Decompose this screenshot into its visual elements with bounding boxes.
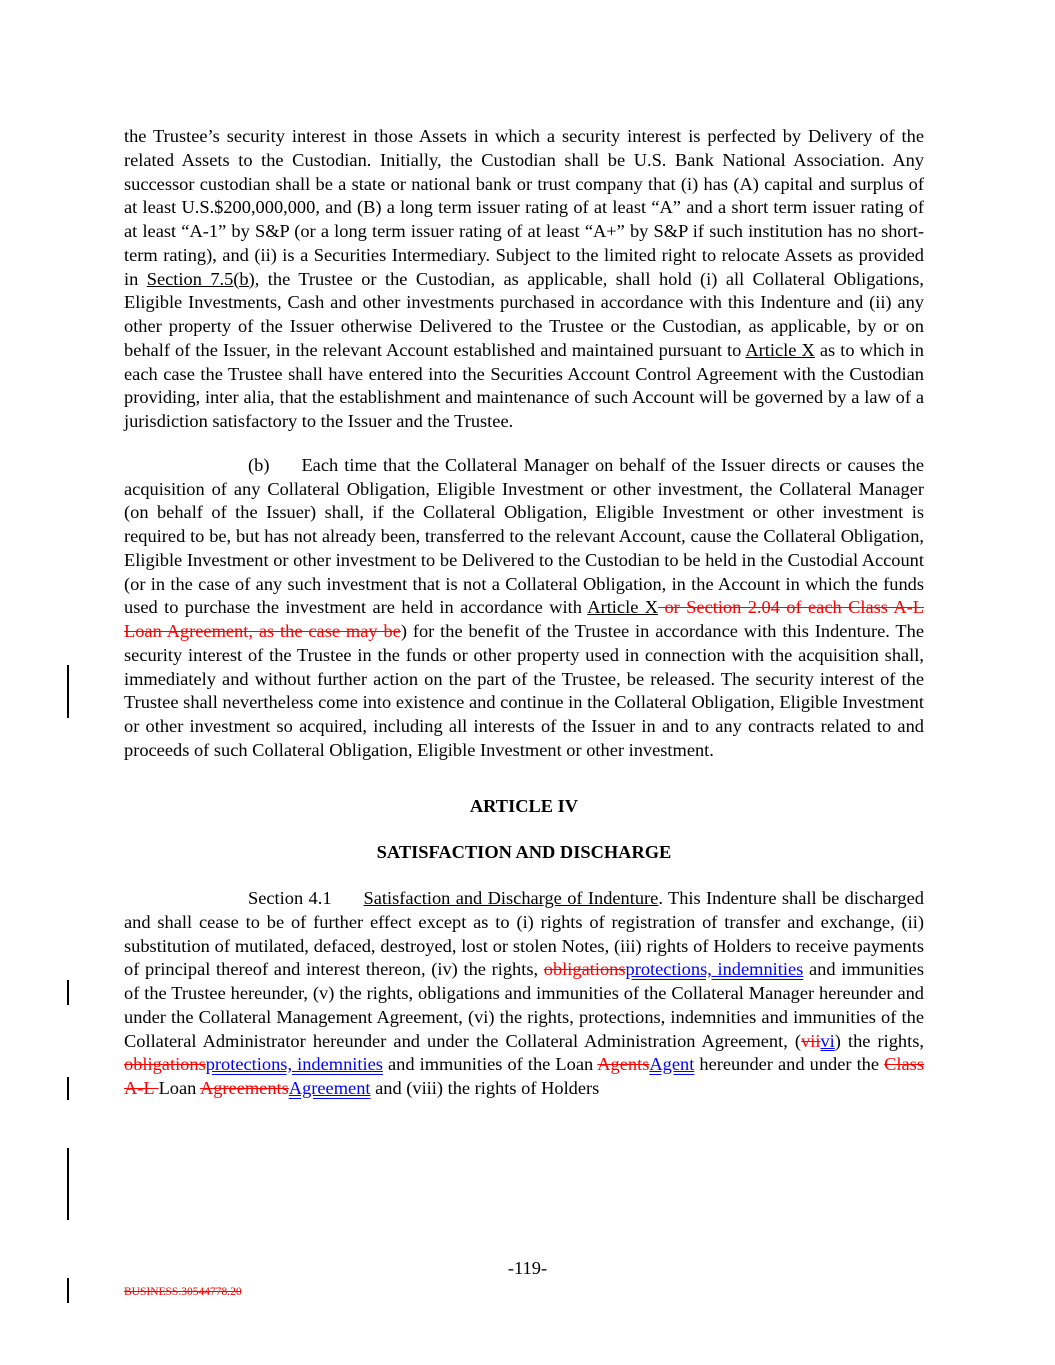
section-number: Section 4.1	[248, 888, 332, 908]
body-text: and (viii) the rights of Holders	[370, 1078, 600, 1098]
body-text: . This Indenture shall be discharged and shall cease to be of further effect except as to (i) rights of registration of transfer and exchange, (ii) substitution of mutilated, defaced, destroyed, lost or stolen Notes, (iii) rights of Holders to receive payments of principal thereof and interest thereon, (iv) the rights,	[124, 888, 924, 980]
document-page	[124, 125, 924, 1101]
body-text: ) for the benefit of the Trustee in accordance with this Indenture. The security interest of the Trustee in the funds or other property used in connection with the acquisition shall, immediately and without further action on the part of the Trustee, be released. The security interest of the Trustee shall nevertheless come into existence and continue in the Collateral Obligation, Eligible Investment or other investment so acquired, including all interests of the Issuer in and to any contracts related to and proceeds of such Collateral Obligation, Eligible Investment or other investment.	[124, 621, 924, 760]
inserted-text: protections, indemnities	[625, 959, 804, 980]
article-heading: ARTICLE IV	[469, 795, 579, 816]
paragraph-b	[124, 454, 924, 763]
inserted-text: Agent	[649, 1054, 695, 1075]
inserted-text: Agreement	[288, 1078, 371, 1098]
body-text: and immunities of the Trustee hereunder, (v) the rights, obligations and immunities of the Collateral Manager hereunder and under the Collateral Management Agreement, (vi) the rights, protections, indemnities and immunities of the Collateral Administrator hereunder and under the Collateral Administration Agreement, (	[124, 959, 924, 1051]
cross-reference-link[interactable]: Article X	[745, 339, 815, 360]
article-title: SATISFACTION AND DISCHARGE	[376, 842, 672, 863]
deleted-text: obligations	[124, 1054, 206, 1075]
change-bar	[67, 1077, 69, 1100]
body-text: Loan	[158, 1078, 200, 1098]
body-text: as to which in each case the Trustee shall have entered into the Securities Account Control Agreement with the Custodian providing, inter alia, that the establishment and maintenance of such Account will be governed by a law of a jurisdiction satisfactory to the Issuer and the Trustee.	[124, 339, 924, 431]
deleted-text: Agents	[597, 1054, 650, 1075]
change-bar	[67, 1278, 69, 1303]
body-text: Each time that the Collateral Manager on behalf of the Issuer directs or causes the acquisition of any Collateral Obligation, Eligible Investment or other investment, the Collateral Manager (on behalf of the Issuer) shall, if the Collateral Obligation, Eligible Investment or other investment is required to be, but has not already been, transferred to the relevant Account, cause the Collateral Obligation, Eligible Investment or other investment to be Delivered to the Custodian to be held in the Custodial Account (or in the case of any such investment that is not a Collateral Obligation, in the Account in which the funds used to purchase the investment are held in accordance with	[124, 454, 924, 618]
body-text: hereunder and under the	[694, 1054, 885, 1075]
body-text: the Trustee’s security interest in those Assets in which a security interest is perfected by Delivery of the related Assets to the Custodian. Initially, the Custodian shall be U.S. Bank National Association. Any successor custodian shall be a state or national bank or trust company that (i) has (A) capital and surplus of at least U.S.$200,000,000, and (B) a long term issuer rating of at least “A” and a short term issuer rating of at least “A-1” by S&P (or a long term issuer rating of at least “A+” by S&P if such institution has no short-term rating), and (ii) is a Securities Intermediary. Subject to the limited right to relocate Assets as provided in	[124, 126, 924, 289]
body-text: , the Trustee or the Custodian, as applicable, shall hold (i) all Collateral Obligations, Eligible Investments, Cash and other investments purchased in accordance with this Indenture and (ii) any other property of the Issuer otherwise Delivered to the Trustee or the Custodian, as applicable, by or on behalf of the Issuer, in the relevant Account established and maintained pursuant to	[124, 268, 924, 360]
paragraph-label: (b)	[248, 454, 270, 475]
change-bar	[67, 980, 69, 1005]
footer-document-id: BUSINESS.30544778.20	[124, 1286, 242, 1298]
section-4-1-paragraph	[124, 887, 924, 1101]
change-bar	[67, 1148, 69, 1220]
body-text: and immunities of the Loan	[382, 1054, 598, 1075]
deleted-text: vii	[801, 1030, 821, 1051]
inserted-text: vi	[820, 1030, 835, 1051]
section-title: Satisfaction and Discharge of Indenture	[363, 888, 659, 908]
page-number: -119-	[507, 1258, 548, 1278]
deleted-text: obligations	[543, 959, 626, 980]
paragraph-a-continuation	[124, 125, 924, 434]
inserted-text: protections, indemnities	[205, 1054, 383, 1075]
deleted-text: Agreements	[199, 1078, 289, 1098]
deleted-text: Class A-L	[124, 1054, 924, 1098]
change-bar	[67, 665, 69, 718]
cross-reference-link[interactable]: Article X	[587, 597, 659, 618]
deleted-text: or Section 2.04 of each Class A-L Loan Agreement, as the case may be	[124, 597, 924, 641]
body-text: ) the rights,	[834, 1030, 924, 1051]
cross-reference-link[interactable]: Section 7.5(b)	[146, 268, 255, 289]
